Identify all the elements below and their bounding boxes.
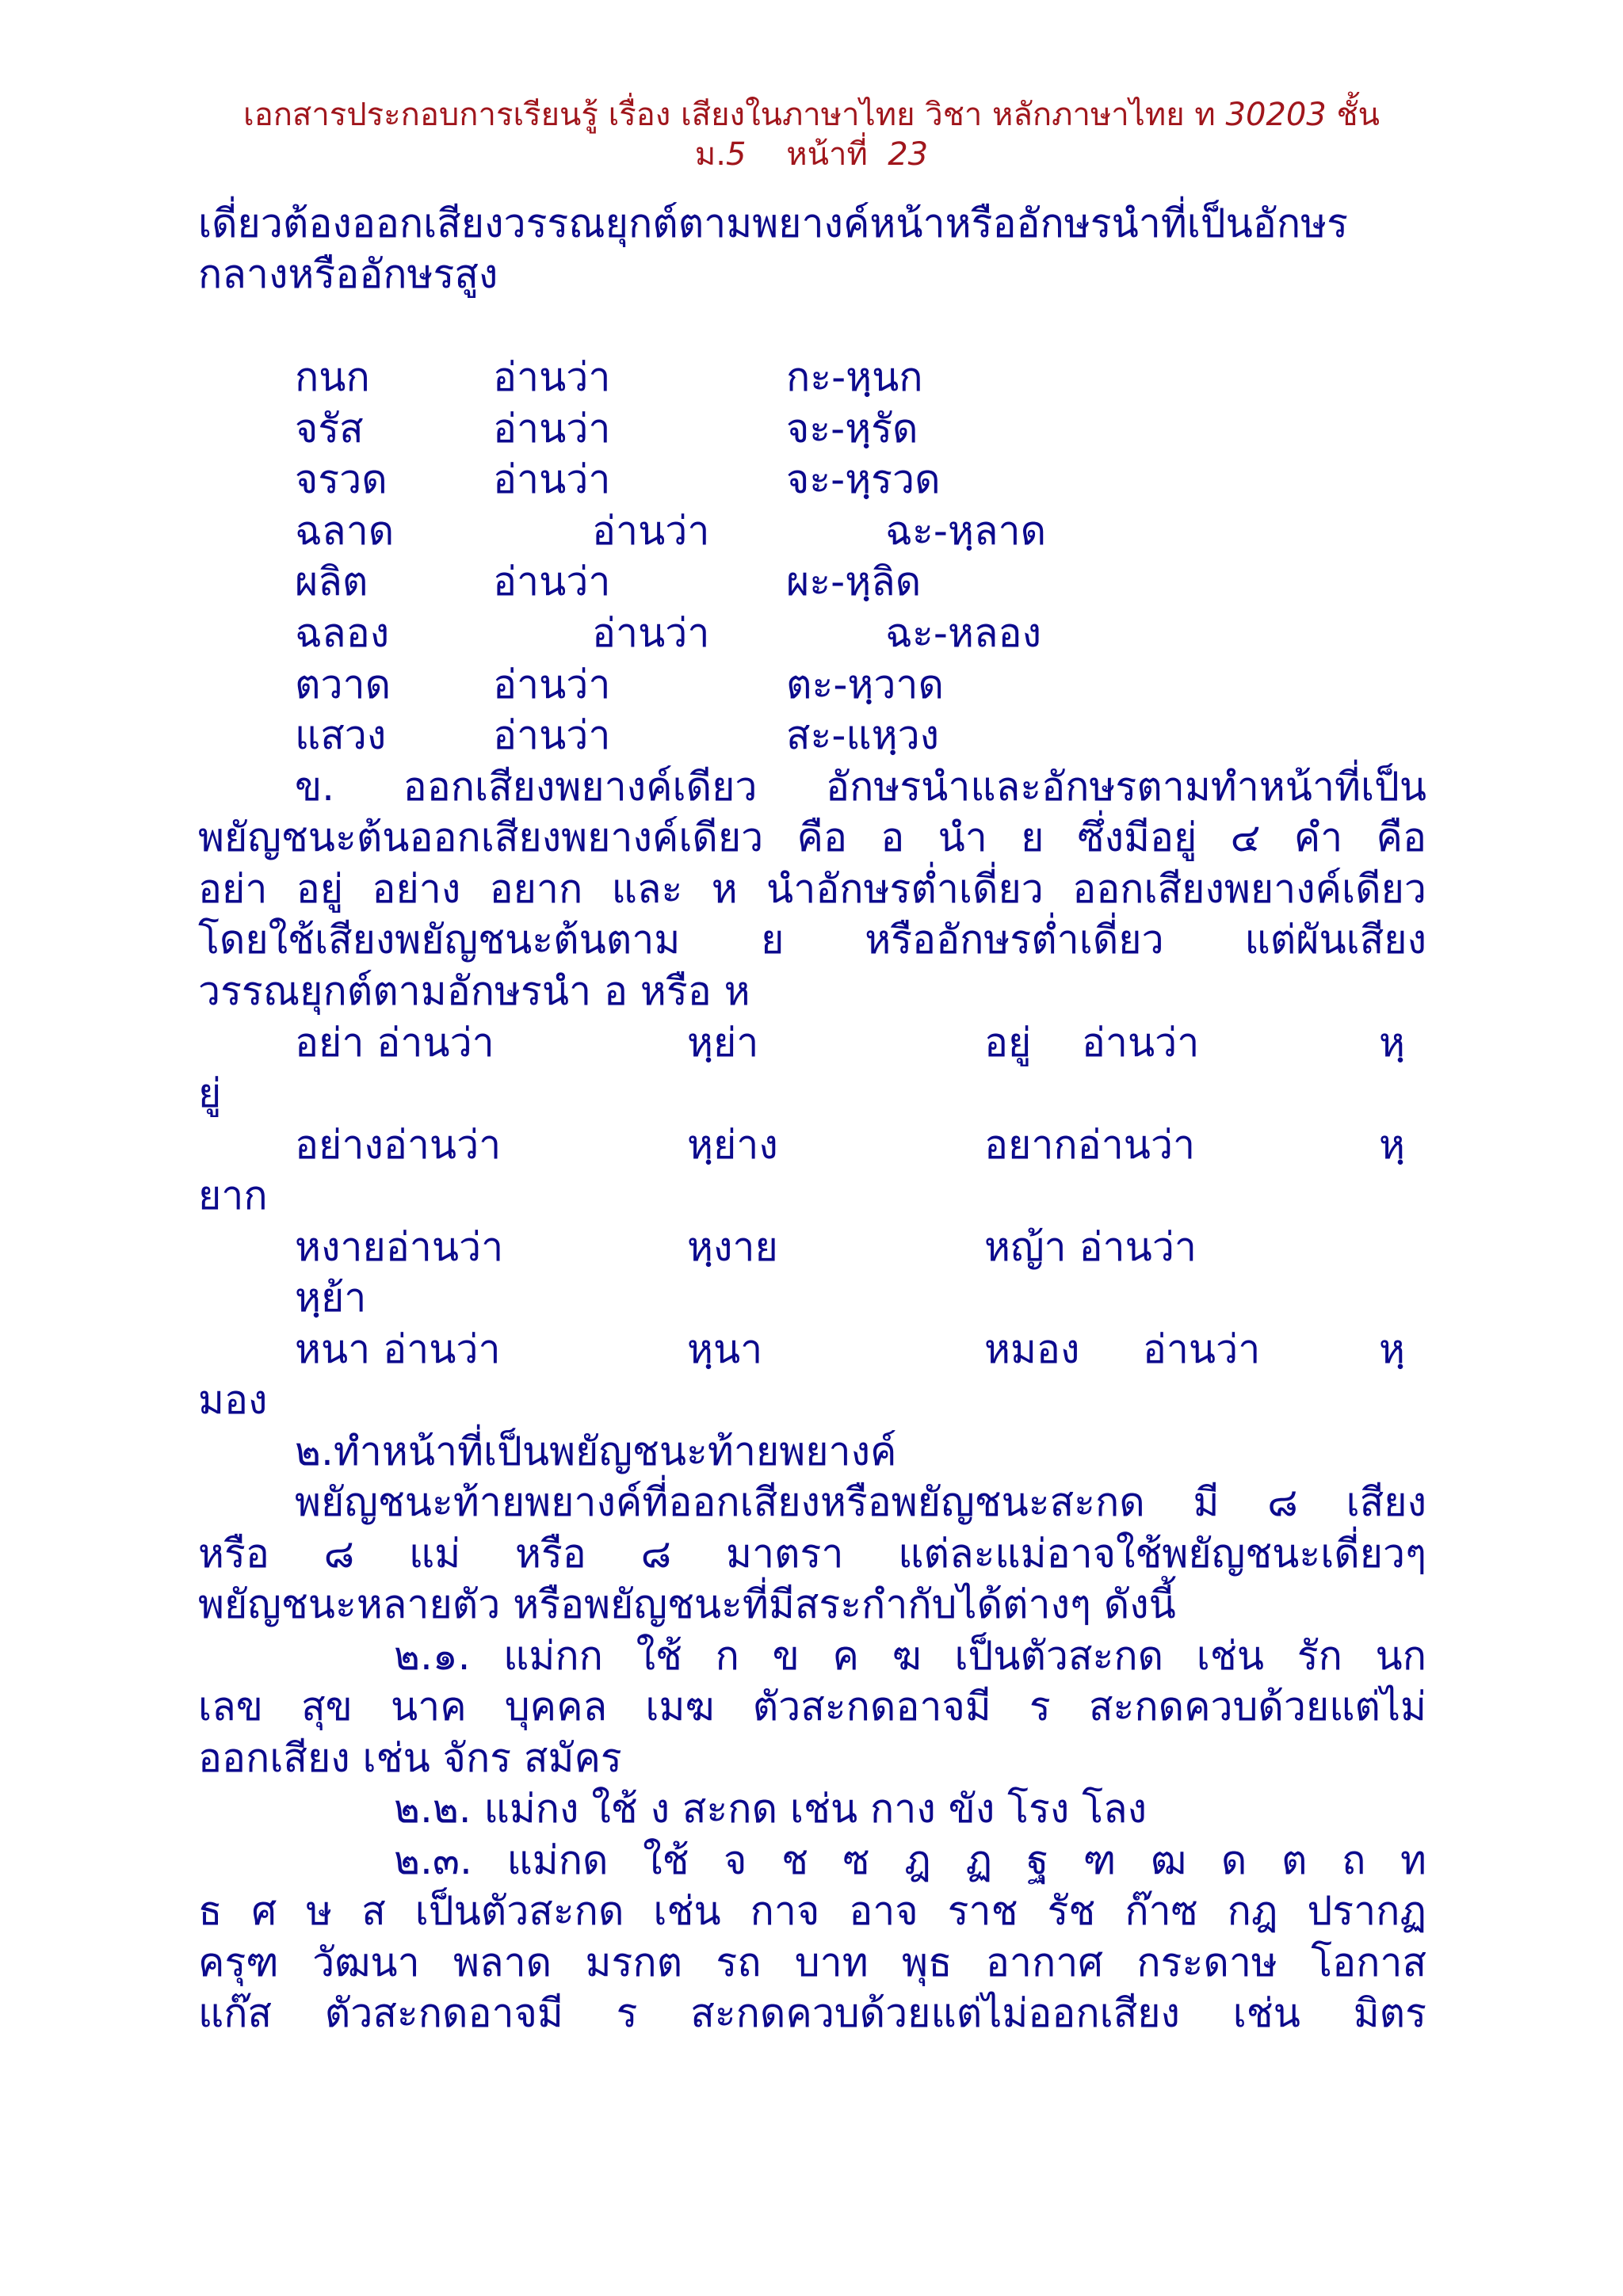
page-header-line2 <box>0 135 1623 174</box>
example-b-reading: หฺ <box>1379 1122 1405 1168</box>
example-b-reading: หฺนา <box>687 1326 763 1372</box>
subsection-2-3-line: ครุฑ วัฒนา พลาด มรกต รถ บาท พุธ อากาศ กระดาษ โอกาส <box>198 1939 1426 1985</box>
example-reading: จะ-หฺรัด <box>786 406 918 452</box>
subsection-2-2-line: ๒.๒. แม่กง ใช้ ง สะกด เช่น กาง ขัง โรง โลง <box>394 1786 1148 1832</box>
subsection-2-1-line: เลข สุข นาค บุคคล เมฆ ตัวสะกดอาจมี ร สะกดควบด้วยแต่ไม่ <box>198 1684 1426 1730</box>
page-header <box>0 95 1623 135</box>
example-word: ฉลอง <box>295 610 390 656</box>
example-reading: ผะ-หฺลิด <box>786 559 922 605</box>
section-b-line: พยัญชนะต้นออกเสียงพยางค์เดียว คือ อ นำ ย ซึ่งมีอยู่ ๔ คำ คือ <box>198 814 1426 860</box>
header-class-num: 5 <box>725 136 747 173</box>
subsection-2-3-line: ธ ศ ษ ส เป็นตัวสะกด เช่น กาจ อาจ ราช รัช ก๊าซ กฎ ปรากฏ <box>198 1888 1426 1934</box>
example-reading: ตะ-หฺวาด <box>786 662 944 707</box>
section-b-line: วรรณยุกต์ตามอักษรนำ อ หรือ ห <box>198 968 750 1014</box>
example-b-word: อยู่ อ่านว่า <box>984 1020 1200 1066</box>
section-heading: ๒.ทำหน้าที่เป็นพยัญชนะท้ายพยางค์ <box>295 1428 897 1474</box>
header-page-number: 23 <box>888 136 929 173</box>
header-course-code: 30203 <box>1225 97 1327 133</box>
header-page-label: หน้าที่ <box>746 136 888 173</box>
example-reading: จะ-หฺรวด <box>786 456 941 502</box>
example-says: อ่านว่า <box>592 508 710 554</box>
example-b-wrap: หฺย้า <box>295 1275 367 1321</box>
example-b-word: หงายอ่านว่า <box>295 1224 504 1270</box>
example-says: อ่านว่า <box>493 406 611 452</box>
example-b-word: อย่า อ่านว่า <box>295 1020 495 1066</box>
section-b-line: ข. ออกเสียงพยางค์เดียว อักษรนำและอักษรตามทำหน้าที่เป็น <box>295 764 1426 810</box>
section-2-line: พยัญชนะหลายตัว หรือพยัญชนะที่มีสระกำกับได้ต่างๆ ดังนี้ <box>198 1581 1176 1627</box>
example-b-reading: หฺย่าง <box>687 1122 778 1168</box>
example-says: อ่านว่า <box>493 456 611 502</box>
example-word: แสวง <box>295 712 387 758</box>
example-reading: ฉะ-หฺลาด <box>885 508 1047 554</box>
example-word: ตวาด <box>295 662 391 707</box>
example-word: ฉลาด <box>295 508 395 554</box>
example-b-reading: หฺ <box>1379 1326 1405 1372</box>
example-b-wrap: มอง <box>198 1377 268 1423</box>
section-b-line: อย่า อยู่ อย่าง อยาก และ ห นำอักษรต่ำเดี่ยว ออกเสียงพยางค์เดียว <box>198 866 1426 912</box>
header-grade-label: ชั้น <box>1326 97 1380 133</box>
example-b-word: หญ้า อ่านว่า <box>984 1224 1197 1270</box>
example-word: กนก <box>295 354 370 400</box>
example-b-word: หนา อ่านว่า <box>295 1326 501 1372</box>
example-reading: สะ-แหฺวง <box>786 712 940 758</box>
example-reading: ฉะ-หลอง <box>885 610 1041 656</box>
example-b-word: อยากอ่านว่า <box>984 1122 1196 1168</box>
example-b-reading: หฺงาย <box>687 1224 778 1270</box>
subsection-2-1-line: ๒.๑. แม่กก ใช้ ก ข ค ฆ เป็นตัวสะกด เช่น รัก นก <box>394 1633 1426 1679</box>
section-2-line: หรือ ๘ แม่ หรือ ๘ มาตรา แต่ละแม่อาจใช้พยัญชนะเดี่ยวๆ <box>198 1531 1426 1577</box>
subsection-2-3-line: ๒.๓. แม่กด ใช้ จ ช ซ ฎ ฏ ฐ ฑ ฒ ด ต ถ ท <box>394 1837 1426 1883</box>
example-b-reading: หฺย่า <box>687 1020 759 1066</box>
example-reading: กะ-หฺนก <box>786 354 923 400</box>
subsection-2-3-line: แก๊ส ตัวสะกดอาจมี ร สะกดควบด้วยแต่ไม่ออกเสียง เช่น มิตร <box>198 1990 1426 2036</box>
example-b-reading: หฺ <box>1379 1020 1405 1066</box>
header-title: เอกสารประกอบการเรียนรู้ เรื่อง เสียงในภาษาไทย วิชา หลักภาษาไทย ท <box>243 97 1226 133</box>
example-says: อ่านว่า <box>493 712 611 758</box>
intro-line-2: กลางหรืออักษรสูง <box>198 251 498 297</box>
example-says: อ่านว่า <box>493 354 611 400</box>
example-b-wrap: ยู่ <box>198 1070 222 1116</box>
header-class-label: ม. <box>694 136 726 173</box>
example-word: จรัส <box>295 406 364 452</box>
section-b-line: โดยใช้เสียงพยัญชนะต้นตาม ย หรืออักษรต่ำเดี่ยว แต่ผันเสียง <box>198 917 1426 963</box>
intro-line-1: เดี่ยวต้องออกเสียงวรรณยุกต์ตามพยางค์หน้าหรืออักษรนำที่เป็นอักษร <box>198 200 1348 246</box>
section-2-line: พยัญชนะท้ายพยางค์ที่ออกเสียงหรือพยัญชนะสะกด มี ๘ เสียง <box>295 1479 1426 1525</box>
example-says: อ่านว่า <box>592 610 710 656</box>
example-b-word: อย่างอ่านว่า <box>295 1122 502 1168</box>
example-says: อ่านว่า <box>493 662 611 707</box>
example-word: จรวด <box>295 456 388 502</box>
example-b-word: หมอง อ่านว่า <box>984 1326 1261 1372</box>
subsection-2-1-line: ออกเสียง เช่น จักร สมัคร <box>198 1735 622 1781</box>
example-word: ผลิต <box>295 559 369 605</box>
example-says: อ่านว่า <box>493 559 611 605</box>
example-b-wrap: ยาก <box>198 1173 268 1219</box>
